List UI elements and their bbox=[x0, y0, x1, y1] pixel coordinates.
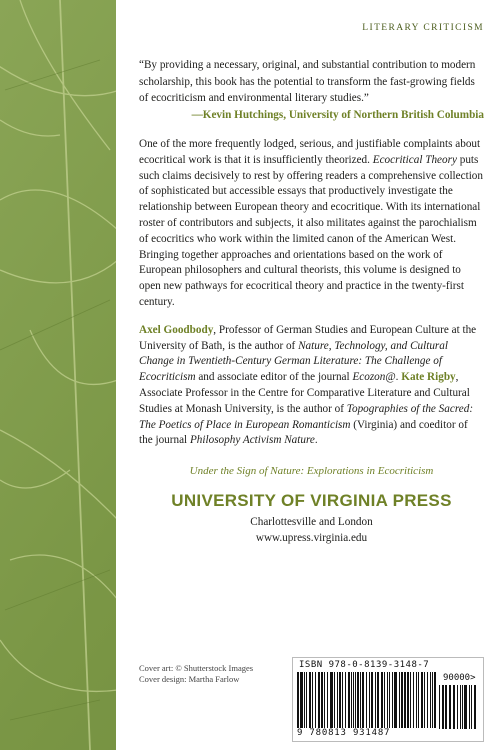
cover-art-credit: Cover art: © Shutterstock Images bbox=[139, 663, 254, 673]
publisher-location: Charlottesville and London bbox=[250, 516, 373, 529]
price-code: 90000> bbox=[443, 673, 476, 683]
author-name-1: Axel Goodbody bbox=[139, 323, 214, 336]
publisher-name: UNIVERSITY OF VIRGINIA PRESS bbox=[171, 491, 452, 511]
book-description bbox=[139, 137, 484, 311]
isbn-label: ISBN 978-0-8139-3148-7 bbox=[299, 660, 430, 670]
author-book-title: Topographies of the Sacred: The Poetics of Place in European Romanticism bbox=[139, 402, 474, 431]
description-text-2: puts such claims decisively to rest by offering readers a comprehensive collection of sophisticated but accessible essays that productively investigate the relationship between European theory and ecocritique. With its international roster of contributors and subjects, it also militates against the parochialism of ecocritics who work within the limited canon of the American West. Bringing together approaches and orientations based on the work of European philosophers and cultural theorists, this volume is designed to open new pathways for ecocritical theory and practice in the twenty-first century. bbox=[139, 153, 483, 308]
cover-credits bbox=[139, 663, 253, 685]
blurb-attribution: —Kevin Hutchings, University of Northern British Columbia bbox=[191, 108, 484, 121]
author-bio-text: (Virginia) and coeditor of the journal bbox=[139, 418, 468, 447]
price-addon-barcode bbox=[439, 685, 479, 729]
cover-design-credit: Cover design: Martha Farlow bbox=[139, 674, 240, 684]
author-bio-text: , Associate Professor in the Centre for Comparative Literature and Cultural Studies at Monash University, is the author of bbox=[139, 371, 470, 415]
journal-title: Philosophy Activism Nature bbox=[189, 434, 315, 447]
ean-barcode bbox=[297, 672, 437, 728]
author-bios bbox=[139, 323, 484, 449]
blurb-quote: “By providing a necessary, original, and substantial contribution to modern scholarship, this book has the potential to transform the fast-growing fields of ecocriticism and environmental literary studies.” bbox=[139, 59, 476, 104]
back-cover-text-panel bbox=[116, 0, 500, 750]
author-book-title: Nature, Technology, and Cultural Change in Twentieth-Century German Literature: The Challenge of Ecocriticism bbox=[139, 339, 448, 384]
author-bio-text: . bbox=[395, 371, 402, 384]
author-bio-text: and associate editor of the journal bbox=[195, 371, 353, 384]
journal-title: Ecozon@ bbox=[352, 371, 396, 384]
publisher-website: www.upress.virginia.edu bbox=[255, 532, 368, 545]
series-title: Under the Sign of Nature: Explorations in Ecocriticism bbox=[189, 465, 434, 478]
category-label: LITERARY CRITICISM bbox=[362, 23, 484, 33]
description-book-title: Ecocritical Theory bbox=[372, 153, 457, 166]
description-text-1: One of the more frequently lodged, serious, and justifiable complaints about ecocritical work is that it is insufficiently theorized. bbox=[139, 138, 481, 166]
ean-digits: 9 780813 931487 bbox=[297, 728, 391, 738]
author-bio-text: . bbox=[314, 434, 318, 447]
author-name-2: Kate Rigby bbox=[401, 371, 456, 384]
author-bio-text: , Professor of German Studies and European Culture at the University of Bath, is the author of bbox=[139, 323, 477, 352]
isbn-barcode-block bbox=[292, 657, 484, 742]
